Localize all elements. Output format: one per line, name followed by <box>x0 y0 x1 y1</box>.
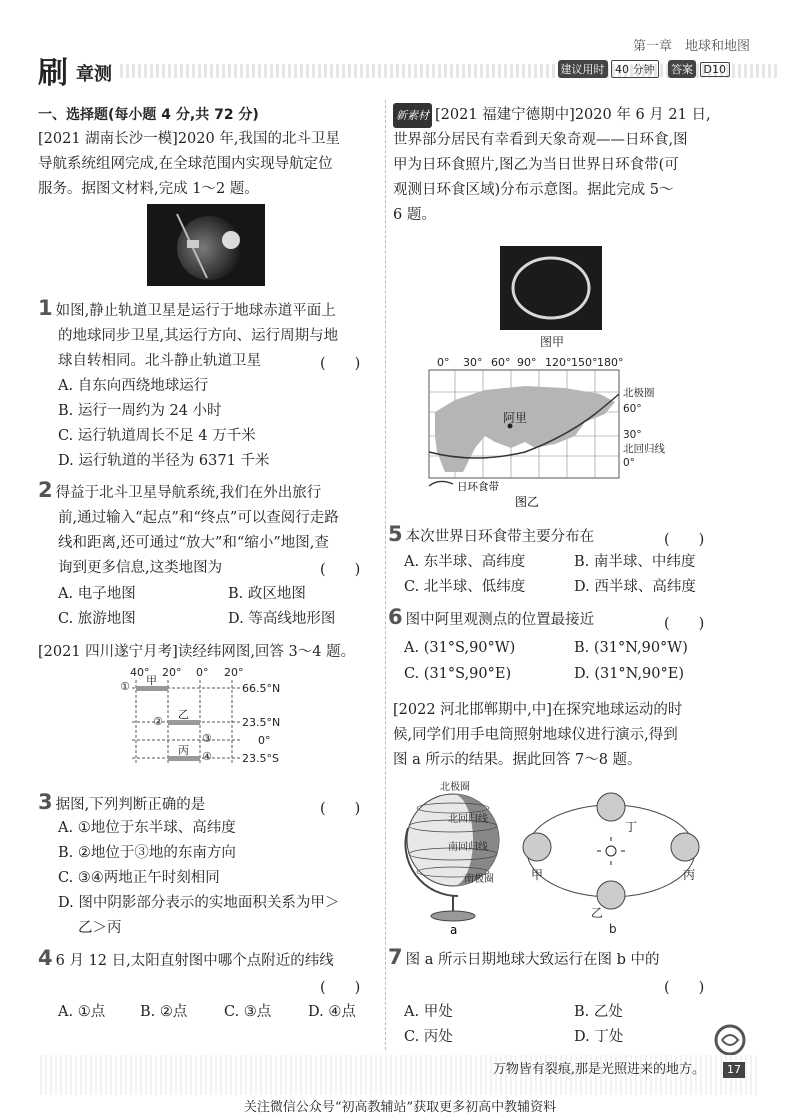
chapter-title: 第一章 地球和地图 <box>632 39 750 54</box>
question-1 <box>38 296 368 374</box>
option-c[interactable]: C. (31°S,90°E) <box>404 666 512 682</box>
world-map <box>415 352 695 512</box>
answer-blank[interactable]: ( ) <box>664 616 705 632</box>
orbit-label: 乙 <box>591 906 604 920</box>
option-a[interactable]: A. 自东向西绕地球运行 <box>58 378 209 394</box>
text-line: [2022 河北邯郸期中,中]在探究地球运动的时 <box>393 702 683 718</box>
option-d[interactable]: D. 等高线地形图 <box>228 611 336 627</box>
text-line: 候,同学们用手电筒照射地球仪进行演示,得到 <box>393 727 678 743</box>
lon-label: 30° <box>463 356 483 369</box>
text-line: 得益于北斗卫星导航系统,我们在外出旅行 <box>55 485 322 501</box>
lat-label: 23.5°N <box>242 716 281 729</box>
sun-icon <box>597 837 625 865</box>
answer-blank[interactable]: ( ) <box>664 980 705 996</box>
orbit-figure <box>515 785 715 937</box>
lon-label: 150° <box>571 356 598 369</box>
text-line: 图中阿里观测点的位置最接近 <box>405 612 595 628</box>
point-1: ① <box>120 680 130 693</box>
question-6 <box>388 605 594 633</box>
lat-label: 0° <box>258 734 271 747</box>
option-d[interactable]: D. 丁处 <box>574 1029 624 1045</box>
intro-7-8 <box>393 698 733 773</box>
lon-label: 40° <box>130 666 150 679</box>
option-b[interactable]: B. 南半球、中纬度 <box>574 554 696 570</box>
option-d[interactable]: D. 图中阴影部分表示的实地面积关系为甲＞ <box>58 895 340 911</box>
question-number: 5 <box>388 522 403 546</box>
lon-label: 180° <box>597 356 624 369</box>
question-5 <box>388 522 594 550</box>
area-label-bing: 丙 <box>178 744 189 757</box>
orbit-label: 丁 <box>625 820 638 834</box>
option-d[interactable]: D. ④点 <box>308 1004 356 1020</box>
annular-eclipse-icon <box>500 246 602 330</box>
options-q3 <box>58 816 339 941</box>
lat-label: 0° <box>623 457 635 469</box>
text-line: 图 a 所示日期地球大致运行在图 b 中的 <box>405 952 660 968</box>
earth-position-bing <box>671 833 699 861</box>
lon-label: 0° <box>437 356 450 369</box>
point-2: ② <box>153 715 163 728</box>
option-b[interactable]: B. (31°N,90°W) <box>574 640 688 656</box>
figure-caption: 图乙 <box>515 495 540 509</box>
lon-label: 20° <box>162 666 182 679</box>
lat-label: 30° <box>623 429 642 441</box>
lon-label: 0° <box>196 666 209 679</box>
option-d[interactable]: D. 西半球、高纬度 <box>574 579 696 595</box>
globe-figure <box>398 778 518 938</box>
answer-blank[interactable]: ( ) <box>664 532 705 548</box>
suggest-time-value: 40 分钟 <box>611 60 659 78</box>
earth-position-jia <box>523 833 551 861</box>
text-line: [2021 福建宁德期中]2020 年 6 月 21 日, <box>435 107 711 123</box>
option-b[interactable]: B. 运行一周约为 24 小时 <box>58 403 222 419</box>
option-c[interactable]: C. 旅游地图 <box>58 611 136 627</box>
option-d[interactable]: D. (31°N,90°E) <box>574 666 684 682</box>
area-label-yi: 乙 <box>178 708 189 721</box>
option-c[interactable]: C. 运行轨道周长不足 4 万千米 <box>58 428 256 444</box>
text-line: 线和距离,还可通过“放大”和“缩小”地图,查 <box>58 535 329 551</box>
text-line: [2021 湖南长沙一模]2020 年,我国的北斗卫星 <box>38 131 340 147</box>
section-subtitle: 章测 <box>76 64 112 85</box>
question-4 <box>38 946 334 974</box>
brand-logo: 刷 <box>38 56 68 91</box>
text-line: 图 a 所示的结果。据此回答 7～8 题。 <box>393 752 642 768</box>
question-2 <box>38 478 368 581</box>
text-line: 询到更多信息,这类地图为 <box>58 560 223 576</box>
option-a[interactable]: A. (31°S,90°W) <box>404 640 516 656</box>
lon-label: 60° <box>491 356 511 369</box>
globe-label: 北回归线 <box>448 814 488 825</box>
answer-blank[interactable]: ( ) <box>320 801 361 817</box>
options-q1 <box>58 374 269 474</box>
lon-label: 90° <box>517 356 537 369</box>
intro-5-6 <box>393 103 733 228</box>
lat-label: 60° <box>623 403 642 415</box>
lat-label: 北回归线 <box>623 443 665 455</box>
text-line: 前,通过输入“起点”和“终点”可以查阅行走路 <box>58 510 339 526</box>
text-line: 甲为日环食照片,图乙为当日世界日环食带(可 <box>393 157 679 173</box>
question-3 <box>38 790 205 818</box>
lat-label: 北极圈 <box>623 387 655 399</box>
lat-label: 66.5°N <box>242 682 281 695</box>
lon-label: 20° <box>224 666 244 679</box>
option-d[interactable]: D. 运行轨道的半径为 6371 千米 <box>58 453 270 469</box>
area-label-jia: 甲 <box>146 674 157 687</box>
option-c[interactable]: C. 丙处 <box>404 1029 453 1045</box>
column-divider <box>385 100 386 1050</box>
lat-label: 23.5°S <box>242 752 279 765</box>
header-info <box>552 60 730 78</box>
answer-blank[interactable]: ( ) <box>320 356 361 372</box>
question-7 <box>388 945 660 973</box>
footer-note: 关注微信公众号“初高教辅站”获取更多初高中教辅资料 <box>243 1100 557 1115</box>
answer-blank[interactable]: ( ) <box>320 980 361 996</box>
question-number: 1 <box>38 296 53 320</box>
question-number: 4 <box>38 946 53 970</box>
orbit-label: 甲 <box>531 868 544 882</box>
text-line: 服务。据图文材料,完成 1～2 题。 <box>38 181 259 197</box>
page-number: 17 <box>723 1062 745 1078</box>
answer-page: D10 <box>700 62 730 77</box>
satellite-photo <box>147 204 265 286</box>
point-3: ③ <box>202 732 212 745</box>
globe-label: 南回归线 <box>448 842 488 853</box>
intro-1-2 <box>38 127 340 202</box>
lon-label: 120° <box>545 356 572 369</box>
option-b[interactable]: B. ②点 <box>140 1004 188 1020</box>
text-line: 观测日环食区域)分布示意图。据此完成 5～ <box>393 182 674 198</box>
option-c[interactable]: C. ③④两地正午时刻相同 <box>58 870 220 886</box>
point-4: ④ <box>202 750 212 763</box>
option-d-continued: 乙＞丙 <box>78 920 122 936</box>
option-a[interactable]: A. ①点 <box>58 1004 106 1020</box>
option-b[interactable]: B. ②地位于③地的东南方向 <box>58 845 236 861</box>
satellite-icon <box>147 204 265 286</box>
lat-long-grid <box>110 664 310 772</box>
question-number: 2 <box>38 478 53 502</box>
option-a[interactable]: A. 电子地图 <box>58 586 136 602</box>
legend-label: 日环食带 <box>457 481 499 493</box>
figure-caption: 图甲 <box>540 335 565 349</box>
globe-label: 北极圈 <box>440 782 470 793</box>
question-number: 3 <box>38 790 53 814</box>
earth-position-ding <box>597 793 625 821</box>
option-a[interactable]: A. ①地位于东半球、高纬度 <box>58 820 236 836</box>
text-line: 如图,静止轨道卫星是运行于地球赤道平面上 <box>55 303 336 319</box>
question-number: 6 <box>388 605 403 629</box>
answer-label: 答案 <box>668 60 696 78</box>
question-number: 7 <box>388 945 403 969</box>
globe-label: 南极圈 <box>464 874 494 885</box>
section-title: 一、选择题(每小题 4 分,共 72 分) <box>38 107 259 123</box>
text-line: 导航系统组网完成,在全球范围内实现导航定位 <box>38 156 333 172</box>
option-c[interactable]: C. 北半球、低纬度 <box>404 579 526 595</box>
intro-3-4: [2021 四川遂宁月考]读经纬网图,回答 3～4 题。 <box>38 644 356 660</box>
option-b[interactable]: B. 政区地图 <box>228 586 306 602</box>
option-a[interactable]: A. 东半球、高纬度 <box>404 554 526 570</box>
option-b[interactable]: B. 乙处 <box>574 1004 623 1020</box>
footer-motto: 万物皆有裂痕,那是光照进来的地方。 <box>492 1062 705 1077</box>
text-line: 6 题。 <box>393 207 436 223</box>
text-line: 的地球同步卫星,其运行方向、运行周期与地 <box>58 328 339 344</box>
option-c[interactable]: C. ③点 <box>224 1004 272 1020</box>
figure-caption: a <box>450 923 458 937</box>
new-material-badge: 新素材 <box>393 103 432 128</box>
brand-mark-icon <box>712 1022 748 1058</box>
earth-position-yi <box>597 881 625 909</box>
text-line: 球自转相同。北斗静止轨道卫星 <box>58 353 261 369</box>
text-line: 世界部分居民有幸看到天象奇观——日环食,图 <box>393 132 688 148</box>
text-line: 据图,下列判断正确的是 <box>55 797 206 813</box>
eclipse-photo <box>500 246 602 330</box>
place-label: 阿里 <box>503 411 528 425</box>
suggest-time-label: 建议用时 <box>558 60 608 78</box>
figure-caption: b <box>609 922 617 936</box>
option-a[interactable]: A. 甲处 <box>404 1004 453 1020</box>
legend-line-icon <box>429 481 453 486</box>
orbit-label: 丙 <box>683 868 696 882</box>
answer-blank[interactable]: ( ) <box>320 562 361 578</box>
text-line: 本次世界日环食带主要分布在 <box>405 529 595 545</box>
text-line: 6 月 12 日,太阳直射图中哪个点附近的纬线 <box>55 953 334 969</box>
globe-stand <box>431 911 475 921</box>
